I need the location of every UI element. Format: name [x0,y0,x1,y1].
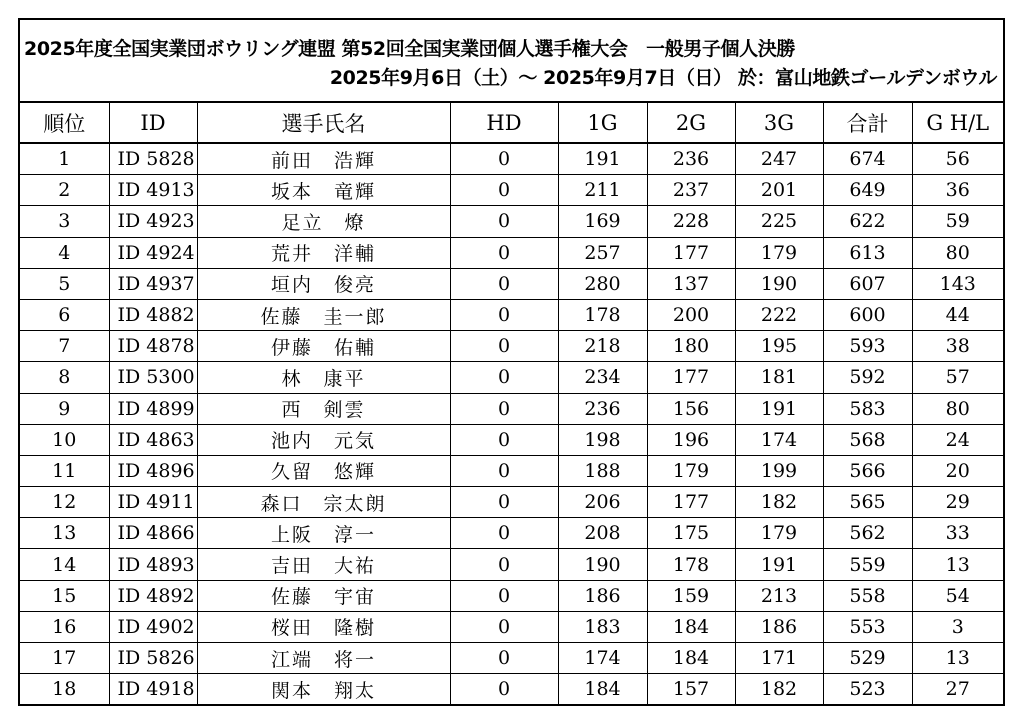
game1-score-cell: 183 [558,611,647,642]
total-score-cell: 529 [823,643,912,674]
game2-score-cell: 175 [647,518,735,549]
game2-score-cell: 157 [647,674,735,705]
table-row [20,424,1003,455]
game1-score-cell: 234 [558,362,647,393]
game-high-low-cell: 24 [912,424,1003,455]
handicap-cell: 0 [450,143,558,175]
game3-score-cell: 182 [735,487,823,518]
game-high-low-cell: 3 [912,611,1003,642]
game1-score-cell: 186 [558,580,647,611]
handicap-cell: 0 [450,299,558,330]
player-id-cell: ID 4892 [109,580,197,611]
total-score-cell: 674 [823,143,912,175]
player-id-cell: ID 4918 [109,674,197,705]
player-name-cell: 江端 将一 [197,643,450,674]
game1-score-cell: 257 [558,237,647,268]
game3-score-cell: 222 [735,299,823,330]
player-name-cell: 吉田 大祐 [197,549,450,580]
header-total: 合計 [823,103,912,143]
rank-cell: 17 [20,643,109,674]
handicap-cell: 0 [450,424,558,455]
game1-score-cell: 198 [558,424,647,455]
rank-cell: 14 [20,549,109,580]
title-block [20,20,1003,103]
player-name-cell: 林 康平 [197,362,450,393]
game2-score-cell: 178 [647,549,735,580]
handicap-cell: 0 [450,362,558,393]
game3-score-cell: 186 [735,611,823,642]
table-row [20,299,1003,330]
handicap-cell: 0 [450,455,558,486]
handicap-cell: 0 [450,580,558,611]
results-body [20,143,1003,704]
game-high-low-cell: 38 [912,331,1003,362]
total-score-cell: 565 [823,487,912,518]
header-high-low: G H/L [912,103,1003,143]
rank-cell: 18 [20,674,109,705]
game2-score-cell: 177 [647,362,735,393]
total-score-cell: 523 [823,674,912,705]
game3-score-cell: 179 [735,518,823,549]
game3-score-cell: 195 [735,331,823,362]
game-high-low-cell: 57 [912,362,1003,393]
game3-score-cell: 225 [735,206,823,237]
header-id: ID [109,103,197,143]
game1-score-cell: 178 [558,299,647,330]
total-score-cell: 622 [823,206,912,237]
player-id-cell: ID 5826 [109,643,197,674]
player-id-cell: ID 4911 [109,487,197,518]
table-row [20,518,1003,549]
game-high-low-cell: 56 [912,143,1003,175]
table-row [20,362,1003,393]
handicap-cell: 0 [450,237,558,268]
player-name-cell: 坂本 竜輝 [197,175,450,206]
game3-score-cell: 171 [735,643,823,674]
header-name: 選手氏名 [197,103,450,143]
rank-cell: 12 [20,487,109,518]
player-id-cell: ID 4924 [109,237,197,268]
game-high-low-cell: 143 [912,268,1003,299]
header-row [20,103,1003,143]
player-name-cell: 池内 元気 [197,424,450,455]
player-name-cell: 佐藤 宇宙 [197,580,450,611]
game-high-low-cell: 80 [912,237,1003,268]
rank-cell: 9 [20,393,109,424]
table-row [20,143,1003,175]
handicap-cell: 0 [450,674,558,705]
game-high-low-cell: 13 [912,549,1003,580]
handicap-cell: 0 [450,549,558,580]
player-id-cell: ID 4866 [109,518,197,549]
handicap-cell: 0 [450,268,558,299]
total-score-cell: 613 [823,237,912,268]
player-name-cell: 森口 宗太朗 [197,487,450,518]
game1-score-cell: 188 [558,455,647,486]
player-id-cell: ID 4893 [109,549,197,580]
table-row [20,175,1003,206]
header-hd: HD [450,103,558,143]
table-row [20,549,1003,580]
total-score-cell: 559 [823,549,912,580]
table-row [20,268,1003,299]
table-row [20,393,1003,424]
player-id-cell: ID 4899 [109,393,197,424]
game-high-low-cell: 27 [945,678,970,701]
game3-score-cell: 201 [735,175,823,206]
player-name-cell: 垣内 俊亮 [197,268,450,299]
rank-cell: 15 [20,580,109,611]
game1-score-cell: 211 [558,175,647,206]
player-name-cell: 上阪 淳一 [197,518,450,549]
game3-score-cell: 179 [735,237,823,268]
game1-score-cell: 236 [558,393,647,424]
game2-score-cell: 200 [647,299,735,330]
player-name-cell: 荒井 洋輔 [197,237,450,268]
results-table [20,103,1003,704]
game3-score-cell: 174 [735,424,823,455]
rank-cell: 1 [20,143,109,175]
game1-score-cell: 218 [558,331,647,362]
table-row [20,674,1003,705]
game1-score-cell: 190 [558,549,647,580]
game-high-low-cell: 13 [912,643,1003,674]
game2-score-cell: 137 [647,268,735,299]
game2-score-cell: 184 [647,643,735,674]
handicap-cell: 0 [450,393,558,424]
total-score-cell: 562 [823,518,912,549]
game1-score-cell: 206 [558,487,647,518]
game3-score-cell: 191 [735,549,823,580]
rank-cell: 11 [20,455,109,486]
rank-cell: 4 [20,237,109,268]
total-score-cell: 566 [823,455,912,486]
total-score-cell: 600 [823,299,912,330]
game3-score-cell: 247 [735,143,823,175]
player-name-cell: 佐藤 圭一郎 [197,299,450,330]
handicap-cell: 0 [450,643,558,674]
player-name-cell: 桜田 隆樹 [197,611,450,642]
handicap-cell: 0 [450,611,558,642]
table-row [20,611,1003,642]
event-date-venue: 2025年9月6日（土）～ 2025年9月7日（日） 於：富山地鉄ゴールデンボウル [329,67,997,89]
results-sheet [18,18,1005,706]
total-score-cell: 649 [823,175,912,206]
game2-score-cell: 177 [647,487,735,518]
rank-cell: 5 [20,268,109,299]
total-score-cell: 583 [823,393,912,424]
rank-cell: 2 [20,175,109,206]
player-id-cell: ID 4913 [109,175,197,206]
game2-score-cell: 236 [647,143,735,175]
game-high-low-cell: 36 [912,175,1003,206]
rank-cell: 13 [20,518,109,549]
rank-cell: 6 [20,299,109,330]
player-name-cell: 足立 燎 [197,206,450,237]
player-id-cell: ID 5300 [109,362,197,393]
player-id-cell: ID 4878 [109,331,197,362]
player-id-cell: ID 4896 [109,455,197,486]
game1-score-cell: 191 [558,143,647,175]
game2-score-cell: 184 [647,611,735,642]
player-id-cell: ID 5828 [109,143,197,175]
game1-score-cell: 184 [558,674,647,705]
player-name-cell: 西 剣雲 [197,393,450,424]
header-game2: 2G [647,103,735,143]
total-score-cell: 592 [823,362,912,393]
handicap-cell: 0 [450,518,558,549]
player-id-cell: ID 4863 [109,424,197,455]
table-row [20,331,1003,362]
table-row [20,237,1003,268]
game1-score-cell: 208 [558,518,647,549]
player-id-cell: ID 4937 [109,268,197,299]
rank-cell: 10 [20,424,109,455]
game2-score-cell: 179 [647,455,735,486]
player-name-cell: 伊藤 佑輔 [197,331,450,362]
player-id-cell: ID 4902 [109,611,197,642]
player-name-cell: 関本 翔太 [197,674,450,705]
game-high-low-cell: 44 [912,299,1003,330]
game2-score-cell: 156 [647,393,735,424]
game2-score-cell: 177 [647,237,735,268]
table-row [20,643,1003,674]
game2-score-cell: 159 [647,580,735,611]
table-row [20,206,1003,237]
player-id-cell: ID 4923 [109,206,197,237]
player-name-cell: 久留 悠輝 [197,455,450,486]
rank-cell: 16 [20,611,109,642]
game3-score-cell: 213 [735,580,823,611]
game3-score-cell: 182 [735,674,823,705]
handicap-cell: 0 [450,331,558,362]
game3-score-cell: 181 [735,362,823,393]
header-rank: 順位 [20,103,109,143]
game2-score-cell: 180 [647,331,735,362]
game-high-low-cell: 33 [912,518,1003,549]
handicap-cell: 0 [450,487,558,518]
game3-score-cell: 190 [735,268,823,299]
game-high-low-cell: 54 [912,580,1003,611]
tournament-title: 2025年度全国実業団ボウリング連盟 第52回全国実業団個人選手権大会 一般男子個人決勝 [24,38,795,60]
total-score-cell: 593 [823,331,912,362]
player-id-cell: ID 4882 [109,299,197,330]
game-high-low-cell: 20 [912,455,1003,486]
rank-cell: 7 [20,331,109,362]
game-high-low-cell: 29 [912,487,1003,518]
rank-cell: 3 [20,206,109,237]
game2-score-cell: 196 [647,424,735,455]
header-game3: 3G [735,103,823,143]
handicap-cell: 0 [450,175,558,206]
total-score-cell: 558 [823,580,912,611]
game2-score-cell: 228 [647,206,735,237]
total-score-cell: 607 [823,268,912,299]
table-row [20,580,1003,611]
header-game1: 1G [558,103,647,143]
player-name-cell: 前田 浩輝 [197,143,450,175]
total-score-cell: 568 [823,424,912,455]
game3-score-cell: 199 [735,455,823,486]
game2-score-cell: 237 [647,175,735,206]
game-high-low-cell: 59 [912,206,1003,237]
game1-score-cell: 174 [558,643,647,674]
table-row [20,455,1003,486]
game1-score-cell: 280 [558,268,647,299]
game1-score-cell: 169 [558,206,647,237]
rank-cell: 8 [20,362,109,393]
game3-score-cell: 191 [735,393,823,424]
total-score-cell: 553 [823,611,912,642]
game-high-low-cell: 80 [912,393,1003,424]
table-row [20,487,1003,518]
handicap-cell: 0 [450,206,558,237]
